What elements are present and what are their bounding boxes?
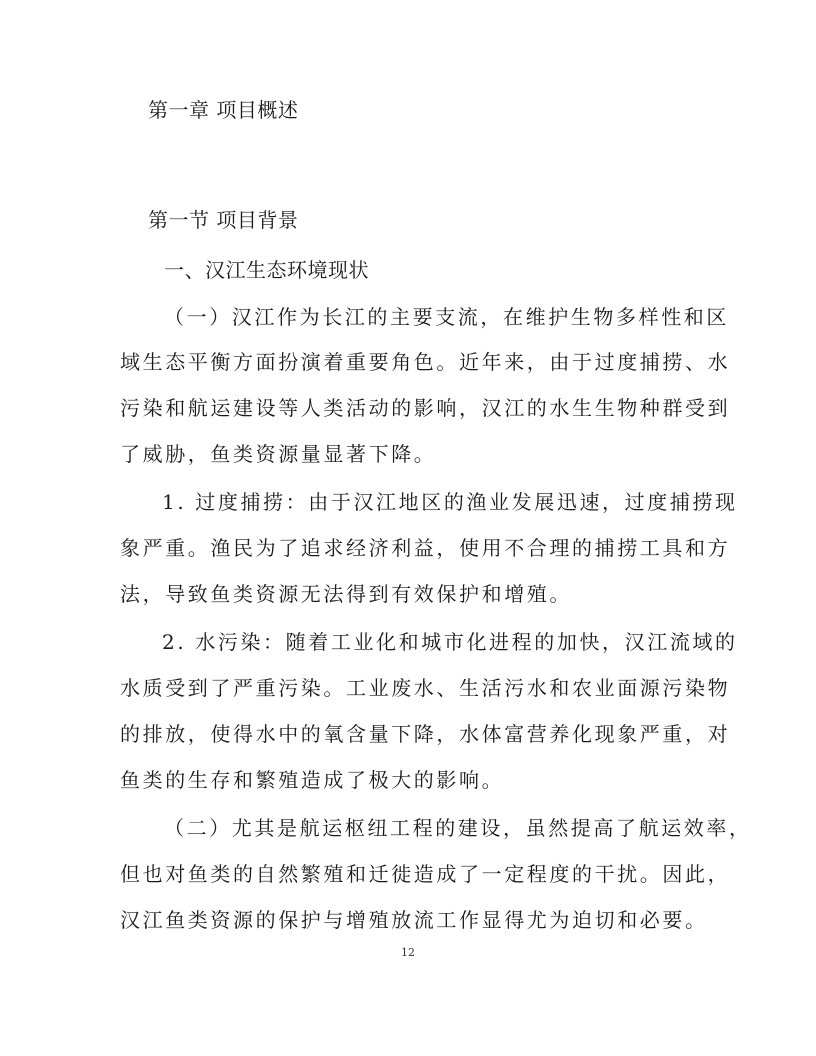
paragraph-2-line-2: 象严重。渔民为了追求经济利益，使用不合理的捕捞工具和方	[120, 536, 731, 560]
paragraph-3-line-1: 2. 水污染：随着工业化和城市化进程的加快，汉江流域的	[162, 630, 738, 654]
page-number: 12	[401, 946, 415, 959]
paragraph-1-line-3: 污染和航运建设等人类活动的影响，汉江的水生生物种群受到	[120, 396, 731, 420]
subsection-title: 一、汉江生态环境现状	[164, 258, 369, 282]
paragraph-4-line-1: （二）尤其是航运枢纽工程的建设，虽然提高了航运效率，	[164, 816, 752, 840]
paragraph-4-line-2: 但也对鱼类的自然繁殖和迁徙造成了一定程度的干扰。因此，	[120, 862, 731, 886]
paragraph-1-line-2: 域生态平衡方面扮演着重要角色。近年来，由于过度捕捞、水	[120, 350, 731, 374]
paragraph-3-line-4: 鱼类的生存和繁殖造成了极大的影响。	[120, 768, 505, 792]
paragraph-1-line-4: 了威胁，鱼类资源量显著下降。	[120, 442, 437, 466]
paragraph-1-line-1: （一）汉江作为长江的主要支流，在维护生物多样性和区	[164, 305, 729, 329]
section-title: 第一节 项目背景	[148, 208, 299, 232]
paragraph-2-line-1: 1. 过度捕捞：由于汉江地区的渔业发展迅速，过度捕捞现	[162, 490, 738, 514]
paragraph-3-line-3: 的排放，使得水中的氧含量下降，水体富营养化现象严重，对	[120, 722, 731, 746]
paragraph-2-line-3: 法，导致鱼类资源无法得到有效保护和增殖。	[120, 582, 572, 606]
paragraph-3-line-2: 水质受到了严重污染。工业废水、生活污水和农业面源污染物	[120, 676, 731, 700]
chapter-title: 第一章 项目概述	[148, 98, 299, 122]
paragraph-4-line-3: 汉江鱼类资源的保护与增殖放流工作显得尤为迫切和必要。	[120, 908, 708, 932]
